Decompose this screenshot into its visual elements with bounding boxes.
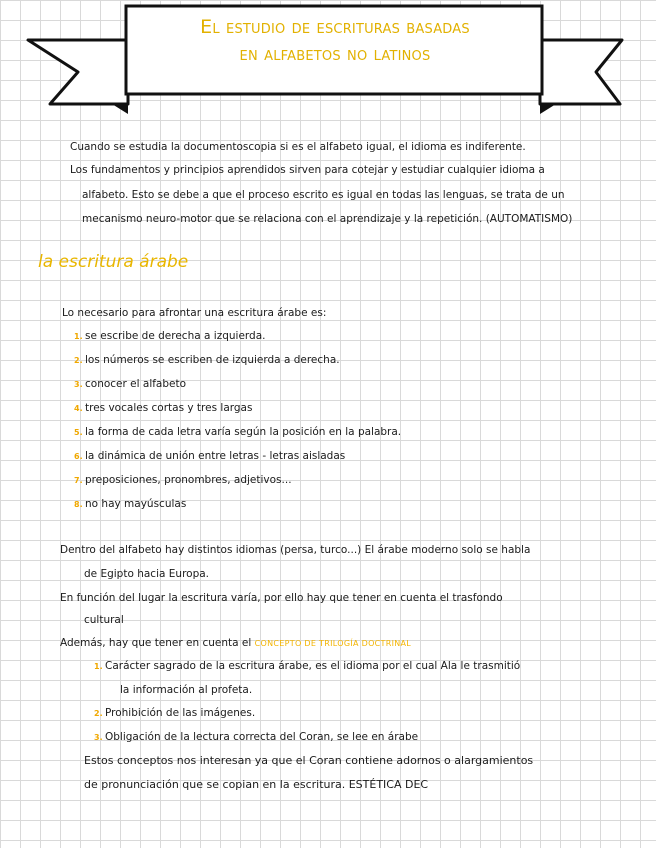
list-item	[74, 426, 401, 438]
list-text-continued: la información al profeta.	[120, 684, 253, 696]
title-line-1: El estudio de escrituras basadas	[200, 16, 470, 38]
title-line-2: en alfabetos no latinos	[239, 43, 431, 65]
list-item	[74, 402, 252, 414]
highlighted-concept: CONCEPTO DE TRILOGÍA DOCTRINAL	[254, 639, 412, 648]
list-text: la dinámica de unión entre letras - letras aisladas	[85, 450, 346, 462]
list-number: 5.	[74, 428, 83, 437]
intro-line: Los fundamentos y principios aprendidos sirven para cotejar y estudiar cualquier idioma a	[70, 164, 545, 176]
list-text: conocer el alfabeto	[85, 378, 187, 390]
list-number: 6.	[74, 452, 83, 461]
list-item	[94, 660, 520, 672]
list-text: Obligación de la lectura correcta del Coran, se lee en árabe	[105, 731, 419, 743]
page-title	[130, 14, 540, 68]
list-text: preposiciones, pronombres, adjetivos...	[85, 474, 292, 486]
list-text: no hay mayúsculas	[85, 498, 187, 510]
needs-intro: Lo necesario para afrontar una escritura árabe es:	[62, 307, 327, 319]
list-text: la forma de cada letra varía según la posición en la palabra.	[85, 426, 402, 438]
paragraph-lead: Además, hay que tener en cuenta el	[60, 637, 252, 649]
list-number: 7.	[74, 476, 83, 485]
list-item	[74, 354, 340, 366]
list-number: 2.	[94, 709, 103, 718]
list-number: 4.	[74, 404, 83, 413]
intro-line: mecanismo neuro-motor que se relaciona con el aprendizaje y la repetición. (AUTOMATISMO)	[82, 213, 573, 225]
section-heading: la escritura árabe	[38, 252, 189, 272]
paragraph-line: En función del lugar la escritura varía, por ello hay que tener en cuenta el trasfondo	[60, 592, 503, 604]
paragraph-line: Dentro del alfabeto hay distintos idiomas (persa, turco...) El árabe moderno solo se habla	[60, 544, 531, 556]
list-number: 3.	[94, 733, 103, 742]
list-item	[74, 474, 292, 486]
list-text: Carácter sagrado de la escritura árabe, es el idioma por el cual Ala le trasmitió	[105, 660, 521, 672]
list-item	[94, 707, 255, 719]
closing-line: Estos conceptos nos interesan ya que el Coran contiene adornos o alargamientos	[84, 754, 534, 767]
list-item	[94, 731, 418, 743]
list-text: se escribe de derecha a izquierda.	[85, 330, 266, 342]
list-number: 1.	[94, 662, 103, 671]
paragraph-line: cultural	[84, 614, 124, 626]
list-text: tres vocales cortas y tres largas	[85, 402, 253, 414]
list-number: 1.	[74, 332, 83, 341]
list-item	[74, 498, 186, 510]
intro-line: Cuando se estudia la documentoscopia si es el alfabeto igual, el idioma es indiferente.	[70, 141, 526, 153]
list-number: 8.	[74, 500, 83, 509]
list-text: los números se escriben de izquierda a derecha.	[85, 354, 340, 366]
intro-line: alfabeto. Esto se debe a que el proceso escrito es igual en todas las lenguas, se trata de un	[82, 189, 565, 201]
list-number: 3.	[74, 380, 83, 389]
list-item	[74, 378, 186, 390]
list-item	[74, 450, 345, 462]
list-number: 2.	[74, 356, 83, 365]
list-item	[74, 330, 265, 342]
paragraph-line	[60, 636, 411, 651]
paragraph-line: de Egipto hacia Europa.	[84, 568, 210, 580]
list-text: Prohibición de las imágenes.	[105, 707, 256, 719]
closing-line: de pronunciación que se copian en la escritura. ESTÉTICA DEC	[84, 778, 429, 791]
